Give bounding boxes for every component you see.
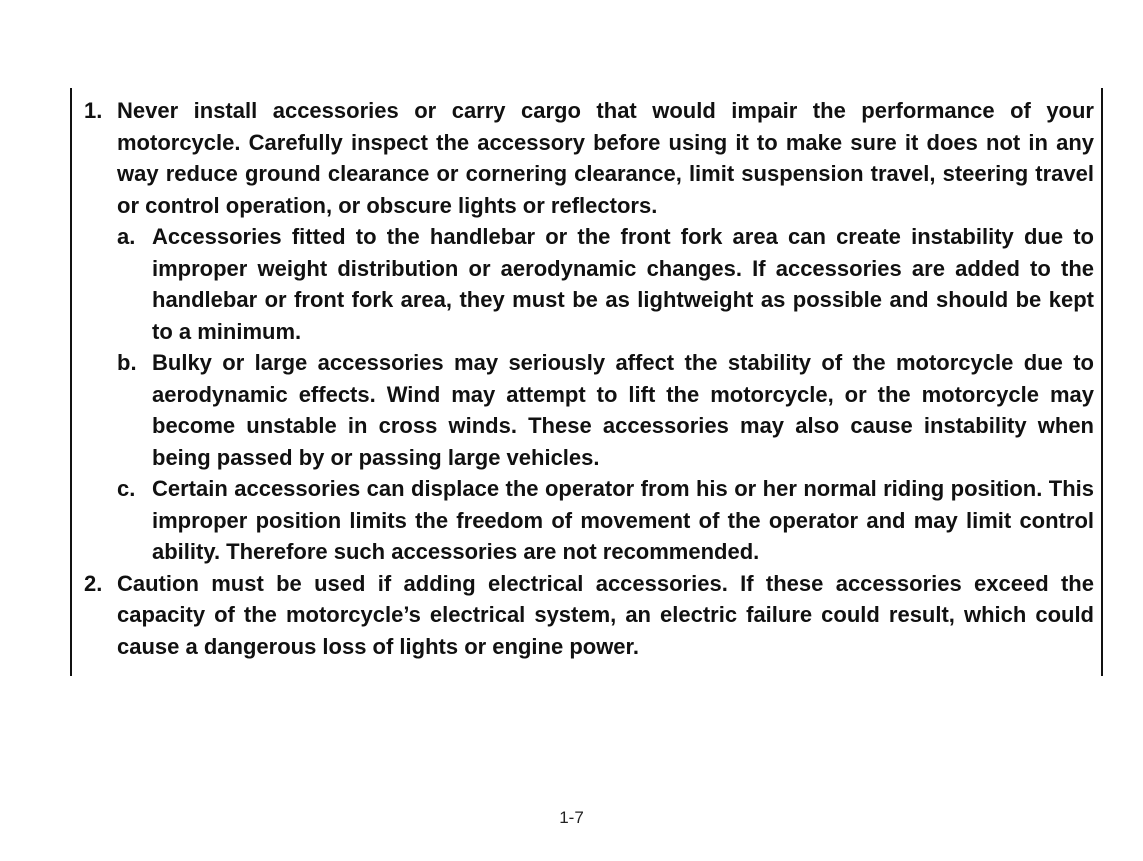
sub-item-letter: a. bbox=[117, 224, 136, 249]
sub-item-c bbox=[117, 473, 1094, 568]
item-number: 2. bbox=[84, 570, 103, 596]
sub-item-a bbox=[117, 221, 1094, 347]
item-number: 1. bbox=[84, 98, 103, 123]
sub-item-text: Bulky or large accessories may seriously affect the stability of the motorcycle due to aerodynamic effects. Wind may attempt to lift the motorcycle, or the motorcycle may become unstable in cross winds. These accessories may also cause instability when being passed by or passing large vehicles. bbox=[152, 350, 1094, 470]
page-number: 1-7 bbox=[559, 808, 584, 827]
sub-item-letter: c. bbox=[117, 476, 136, 501]
item-text: Never install accessories or carry cargo that would impair the performance of your motorcycle. Carefully inspect the accessory before using it to make sure it does not in any way reduce ground clearance or cornering clearance, limit suspension travel, steering travel or control operation, or obscure lights or reflectors. bbox=[117, 98, 1094, 218]
sub-item-text: Accessories fitted to the handlebar or the front fork area can create instability due to improper weight distribution or aerodynamic changes. If accessories are added to the handlebar or front fork area, they must be as lightweight as possible and should be kept to a minimum. bbox=[152, 224, 1094, 344]
list-item-2 bbox=[84, 568, 1094, 663]
sub-item-b bbox=[117, 347, 1094, 473]
sub-item-text: Certain accessories can displace the operator from his or her normal riding position. This improper position limits the freedom of movement of the operator and may limit control ability. Therefore such accessories are not recommended. bbox=[152, 476, 1094, 564]
right-margin-rule bbox=[1101, 88, 1103, 676]
warning-list bbox=[84, 95, 1094, 662]
sub-item-letter: b. bbox=[117, 350, 137, 375]
item-text: Caution must be used if adding electrical accessories. If these accessories exceed the capacity of the motorcycle’s electrical system, an electric failure could result, which could cause a dangerous loss of lights or engine power. bbox=[117, 570, 1094, 659]
left-margin-rule bbox=[70, 88, 72, 676]
list-item-1 bbox=[84, 95, 1094, 221]
